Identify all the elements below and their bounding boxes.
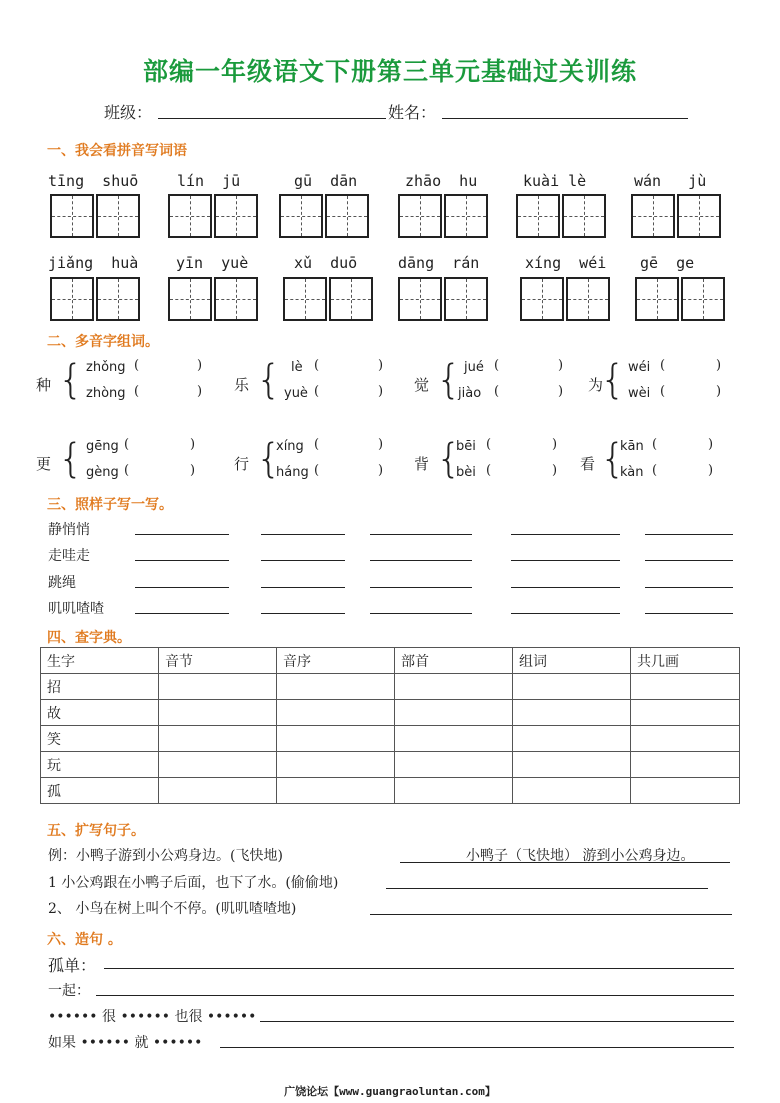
- pinyin-a: jué: [464, 360, 484, 375]
- answer-line[interactable]: [511, 534, 620, 535]
- pinyin-a: wéi: [628, 360, 651, 375]
- table-cell[interactable]: [513, 726, 631, 752]
- pinyin-b: jiào: [458, 386, 482, 401]
- table-cell[interactable]: [513, 752, 631, 778]
- pinyin: xǔ duō: [294, 254, 358, 272]
- answer-line[interactable]: [645, 613, 733, 614]
- sentence-prompt: 如果 •••••• 就 ••••••: [48, 1035, 203, 1051]
- name-label: 姓名：: [388, 103, 437, 122]
- paren-open: (: [314, 358, 320, 373]
- writing-cell[interactable]: [50, 277, 94, 321]
- answer-line[interactable]: [135, 560, 229, 561]
- paren-open: (: [652, 437, 658, 452]
- name-field[interactable]: [442, 118, 688, 119]
- row-char: 故: [41, 700, 159, 726]
- answer-line[interactable]: [135, 587, 229, 588]
- pinyin: yīn yuè: [176, 254, 249, 272]
- pinyin-a: kān: [620, 439, 644, 454]
- pinyin-b: yuè: [284, 386, 308, 401]
- paren-open: (: [660, 358, 666, 373]
- paren-open: (: [314, 437, 320, 452]
- section2-heading: 二、多音字组词。: [47, 334, 159, 350]
- paren-open: (: [486, 463, 492, 478]
- answer-line[interactable]: [261, 560, 345, 561]
- table-cell[interactable]: [277, 752, 395, 778]
- writing-cell[interactable]: [677, 194, 721, 238]
- writing-cell[interactable]: [566, 277, 610, 321]
- question-1: 1 小公鸡跟在小鸭子后面，也下了水。(偷偷地): [48, 875, 339, 891]
- table-row: [41, 700, 740, 726]
- section4-heading: 四、查字典。: [47, 630, 131, 646]
- brace-icon: {: [256, 357, 282, 403]
- pinyin: wán jù: [634, 172, 707, 190]
- paren-close: ): [708, 463, 714, 478]
- answer-line[interactable]: [135, 534, 229, 535]
- polyphone-char: 种: [36, 376, 52, 394]
- paren-open: (: [486, 437, 492, 452]
- writing-cell[interactable]: [444, 277, 488, 321]
- paren-open: (: [124, 437, 130, 452]
- paren-open: (: [660, 384, 666, 399]
- answer-line[interactable]: [645, 587, 733, 588]
- writing-cell[interactable]: [631, 194, 675, 238]
- paren-close: ): [378, 437, 384, 452]
- paren-open: (: [314, 463, 320, 478]
- polyphone-char: 觉: [414, 376, 430, 394]
- answer-line[interactable]: [370, 587, 472, 588]
- brace-icon: {: [600, 436, 626, 482]
- table-cell[interactable]: [395, 752, 513, 778]
- answer-line[interactable]: [370, 560, 472, 561]
- writing-cell[interactable]: [520, 277, 564, 321]
- answer-line[interactable]: [96, 995, 734, 996]
- page-title: 部编一年级语文下册第三单元基础过关训练: [142, 57, 637, 86]
- answer-line[interactable]: [645, 560, 733, 561]
- table-row: [41, 726, 740, 752]
- answer-line[interactable]: [386, 888, 708, 889]
- answer-line[interactable]: [511, 613, 620, 614]
- row-char: 笑: [41, 726, 159, 752]
- paren-open: (: [124, 463, 130, 478]
- table-cell[interactable]: [631, 674, 740, 700]
- paren-close: ): [190, 463, 196, 478]
- pinyin-a: zhǒng: [86, 360, 126, 375]
- table-cell[interactable]: [513, 700, 631, 726]
- writing-cell[interactable]: [168, 194, 212, 238]
- pinyin-b: gèng: [86, 465, 119, 480]
- writing-cell[interactable]: [562, 194, 606, 238]
- class-field[interactable]: [158, 118, 386, 119]
- table-cell[interactable]: [395, 674, 513, 700]
- question-2: 2、 小鸟在树上叫个不停。(叽叽喳喳地): [48, 901, 297, 917]
- answer-line[interactable]: [261, 587, 345, 588]
- pinyin-a: xíng: [276, 439, 304, 454]
- pinyin: kuài lè: [523, 172, 587, 190]
- brace-icon: {: [436, 436, 462, 482]
- table-cell[interactable]: [631, 726, 740, 752]
- pinyin: gū dān: [294, 172, 358, 190]
- section3-heading: 三、照样子写一写。: [47, 497, 173, 513]
- writing-cell[interactable]: [279, 194, 323, 238]
- table-cell[interactable]: [631, 700, 740, 726]
- paren-close: ): [378, 463, 384, 478]
- example-sentence: 例：小鸭子游到小公鸡身边。(飞快地): [48, 848, 283, 864]
- pattern-example: 跳绳: [48, 575, 76, 591]
- section1-heading: 一、我会看拼音写词语: [47, 143, 187, 159]
- writing-cell[interactable]: [516, 194, 560, 238]
- brace-icon: {: [58, 436, 84, 482]
- table-cell[interactable]: [159, 778, 277, 804]
- paren-close: ): [378, 358, 384, 373]
- polyphone-char: 看: [580, 455, 596, 473]
- pinyin: zhāo hu: [405, 172, 478, 190]
- answer-line[interactable]: [261, 534, 345, 535]
- paren-close: ): [716, 358, 722, 373]
- column-header: 组词: [513, 648, 631, 674]
- paren-close: ): [197, 358, 203, 373]
- table-cell[interactable]: [631, 752, 740, 778]
- paren-close: ): [552, 437, 558, 452]
- pinyin: gē ge: [640, 254, 695, 272]
- table-row: [41, 674, 740, 700]
- pinyin-a: gēng: [86, 439, 119, 454]
- paren-close: ): [378, 384, 384, 399]
- polyphone-char: 为: [588, 376, 604, 394]
- pinyin-b: zhòng: [86, 386, 126, 401]
- paren-open: (: [314, 384, 320, 399]
- answer-line[interactable]: [511, 587, 620, 588]
- answer-line[interactable]: [370, 613, 472, 614]
- row-char: 玩: [41, 752, 159, 778]
- table-header-row: [41, 648, 740, 674]
- paren-close: ): [552, 463, 558, 478]
- table-row: [41, 752, 740, 778]
- writing-cell[interactable]: [681, 277, 725, 321]
- column-header: 部首: [395, 648, 513, 674]
- writing-cell[interactable]: [398, 277, 442, 321]
- table-row: [41, 778, 740, 804]
- table-cell[interactable]: [395, 778, 513, 804]
- column-header: 生字: [41, 648, 159, 674]
- brace-icon: {: [436, 357, 462, 403]
- pinyin: tīng shuō: [48, 172, 139, 190]
- paren-close: ): [190, 437, 196, 452]
- pinyin-b: háng: [276, 465, 309, 480]
- writing-cell[interactable]: [96, 194, 140, 238]
- writing-cell[interactable]: [329, 277, 373, 321]
- pinyin-a: bēi: [456, 439, 476, 454]
- pattern-example: 走哇走: [48, 548, 90, 564]
- table-cell[interactable]: [277, 674, 395, 700]
- writing-cell[interactable]: [96, 277, 140, 321]
- table-cell[interactable]: [159, 700, 277, 726]
- paren-open: (: [494, 358, 500, 373]
- paren-close: ): [197, 384, 203, 399]
- section5-heading: 五、扩写句子。: [47, 823, 145, 839]
- pinyin-b: kàn: [620, 465, 644, 480]
- paren-close: ): [716, 384, 722, 399]
- paren-close: ): [708, 437, 714, 452]
- class-label: 班级：: [104, 103, 153, 122]
- answer-line[interactable]: [260, 1021, 734, 1022]
- pinyin-b: bèi: [456, 465, 476, 480]
- answer-line[interactable]: [261, 613, 345, 614]
- pattern-example: 叽叽喳喳: [48, 601, 104, 617]
- writing-cell[interactable]: [214, 277, 258, 321]
- answer-line[interactable]: [645, 534, 733, 535]
- pinyin: jiǎng huà: [48, 254, 139, 272]
- writing-cell[interactable]: [168, 277, 212, 321]
- pinyin: dāng rán: [398, 254, 480, 272]
- table-cell[interactable]: [395, 726, 513, 752]
- column-header: 共几画: [631, 648, 740, 674]
- paren-close: ): [558, 384, 564, 399]
- brace-icon: {: [600, 357, 626, 403]
- writing-cell[interactable]: [635, 277, 679, 321]
- answer-line[interactable]: [370, 914, 732, 915]
- paren-open: (: [494, 384, 500, 399]
- answer-line[interactable]: [370, 534, 472, 535]
- dictionary-table: [40, 647, 740, 804]
- table-cell[interactable]: [159, 726, 277, 752]
- answer-line[interactable]: [511, 560, 620, 561]
- table-cell[interactable]: [159, 752, 277, 778]
- writing-cell[interactable]: [444, 194, 488, 238]
- column-header: 音节: [159, 648, 277, 674]
- example-answer-line: [400, 862, 730, 863]
- pinyin-a: lè: [291, 360, 303, 375]
- polyphone-char: 行: [234, 455, 250, 473]
- table-cell[interactable]: [277, 778, 395, 804]
- section6-heading: 六、造句 。: [47, 932, 122, 948]
- writing-cell[interactable]: [398, 194, 442, 238]
- polyphone-char: 背: [414, 455, 430, 473]
- writing-cell[interactable]: [325, 194, 369, 238]
- sentence-prompt: 孤单：: [48, 956, 97, 975]
- row-char: 孤: [41, 778, 159, 804]
- table-cell[interactable]: [277, 700, 395, 726]
- brace-icon: {: [58, 357, 84, 403]
- pinyin: lín jū: [177, 172, 241, 190]
- answer-line[interactable]: [220, 1047, 734, 1048]
- table-cell[interactable]: [159, 674, 277, 700]
- pattern-example: 静悄悄: [48, 522, 90, 538]
- writing-cell[interactable]: [214, 194, 258, 238]
- table-cell[interactable]: [513, 778, 631, 804]
- column-header: 音序: [277, 648, 395, 674]
- sentence-prompt: •••••• 很 •••••• 也很 ••••••: [48, 1009, 257, 1025]
- writing-cell[interactable]: [283, 277, 327, 321]
- answer-line[interactable]: [135, 613, 229, 614]
- table-cell[interactable]: [631, 778, 740, 804]
- pinyin: xíng wéi: [525, 254, 607, 272]
- paren-open: (: [134, 358, 140, 373]
- polyphone-char: 更: [36, 455, 52, 473]
- answer-line[interactable]: [104, 968, 734, 969]
- writing-cell[interactable]: [50, 194, 94, 238]
- paren-open: (: [134, 384, 140, 399]
- row-char: 招: [41, 674, 159, 700]
- polyphone-char: 乐: [234, 376, 250, 394]
- example-answer: 小鸭子（飞快地） 游到小公鸡身边。: [466, 848, 695, 864]
- brace-icon: {: [256, 436, 282, 482]
- table-cell[interactable]: [277, 726, 395, 752]
- footer: 广饶论坛【www.guangraoluntan.com】: [284, 1085, 496, 1098]
- pinyin-b: wèi: [628, 386, 651, 401]
- table-cell[interactable]: [513, 674, 631, 700]
- sentence-prompt: 一起：: [48, 983, 90, 999]
- paren-open: (: [652, 463, 658, 478]
- paren-close: ): [558, 358, 564, 373]
- table-cell[interactable]: [395, 700, 513, 726]
